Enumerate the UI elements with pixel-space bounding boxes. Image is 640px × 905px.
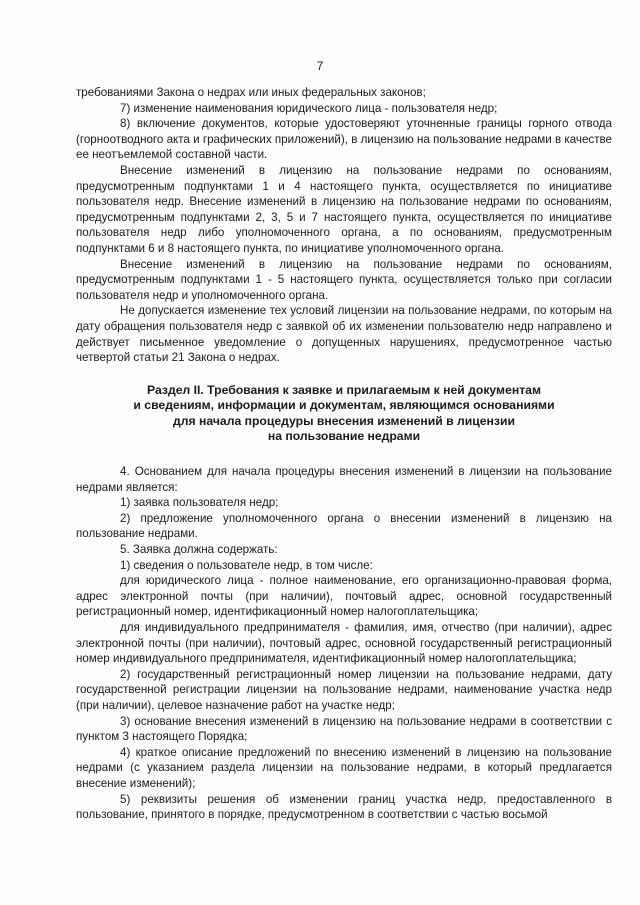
document-body	[76, 85, 612, 823]
section-heading	[76, 383, 612, 445]
list-item: 2) государственный регистрационный номер лицензии на пользование недрами, дату государственной регистрации лицензии на пользование недрами, наименование участка недр (при наличии), целевое назначение работ на участке недр;	[76, 667, 612, 712]
paragraph: Не допускается изменение тех условий лицензии на пользование недрами, по которым на дату обращения пользователя недр с заявкой об их изменении пользователю недр направлено и действует письменное уведомление о допущенных нарушениях, предусмотренное частью четвертой статьи 21 Закона о недрах.	[76, 304, 612, 365]
list-item: 3) основание внесения изменений в лицензию на пользование недрами в соответствии с пунктом 3 настоящего Порядка;	[76, 714, 612, 744]
section-heading-line: на пользование недрами	[267, 429, 421, 444]
list-item: 1) сведения о пользователе недр, в том числе:	[120, 558, 373, 572]
list-item: 2) предложение уполномоченного органа о внесении изменений в лицензию на пользование недрами.	[76, 511, 612, 541]
list-item: для индивидуального предпринимателя - фамилия, имя, отчество (при наличии), адрес электронной почты (при наличии), почтовый адрес, основной государственный регистрационный номер индивидуального предпринимателя, идентификационный номер налогоплательщика;	[76, 621, 612, 666]
paragraph: 4. Основанием для начала процедуры внесения изменений в лицензии на пользование недрами является:	[76, 465, 612, 494]
paragraph: Внесение изменений в лицензию на пользование недрами по основаниям, предусмотренным подпунктами 1 - 5 настоящего пункта, осуществляется только при согласии пользователя недр и уполномоченного органа.	[76, 257, 612, 302]
list-item: для юридического лица - полное наименование, его организационно-правовая форма, адрес электронной почты (при наличии), почтовый адрес, основной государственный регистрационный номер, идентификационный номер налогоплательщика;	[76, 574, 612, 619]
list-item: 1) заявка пользователя недр;	[120, 496, 279, 510]
section-heading-line: и сведениям, информации и документам, являющимся основаниями	[133, 398, 555, 413]
section-heading-line: Раздел II. Требования к заявке и прилагаемым к ней документам	[147, 382, 541, 397]
list-item: 7) изменение наименования юридического лица - пользователя недр;	[120, 101, 498, 115]
paragraph: Внесение изменений в лицензию на пользование недрами по основаниям, предусмотренным подпунктами 1 и 4 настоящего пункта, осуществляется по инициативе пользователя недр. Внесение изменений в лицензию на пользование недрами по основаниям, предусмотренным подпунктами 2, 3, 5 и 7 настоящего пункта, осуществляется по инициативе пользователя недр либо уполномоченного органа, а по основаниям, предусмотренным подпунктами 6 и 8 настоящего пункта, по инициативе уполномоченного органа.	[76, 163, 612, 255]
list-item: 5) реквизиты решения об изменении границ участка недр, предоставленного в пользование, принятого в порядке, предусмотренном в соответствии с частью восьмой	[76, 792, 612, 822]
paragraph: требованиями Закона о недрах или иных федеральных законов;	[76, 86, 426, 99]
section-heading-line: для начала процедуры внесения изменений в лицензии	[173, 413, 515, 428]
page-number: 7	[316, 59, 324, 73]
list-item: 8) включение документов, которые удостоверяют уточненные границы горного отвода (горноотводного акта и графических приложений), в лицензию на пользование недрами в качестве ее неотъемлемой составной части.	[76, 117, 612, 162]
list-item: 4) краткое описание предложений по внесению изменений в лицензию на пользование недрами (с указанием раздела лицензии на пользование недрами, в который предлагается внесение изменений);	[76, 745, 612, 790]
paragraph: 5. Заявка должна содержать:	[120, 543, 278, 557]
